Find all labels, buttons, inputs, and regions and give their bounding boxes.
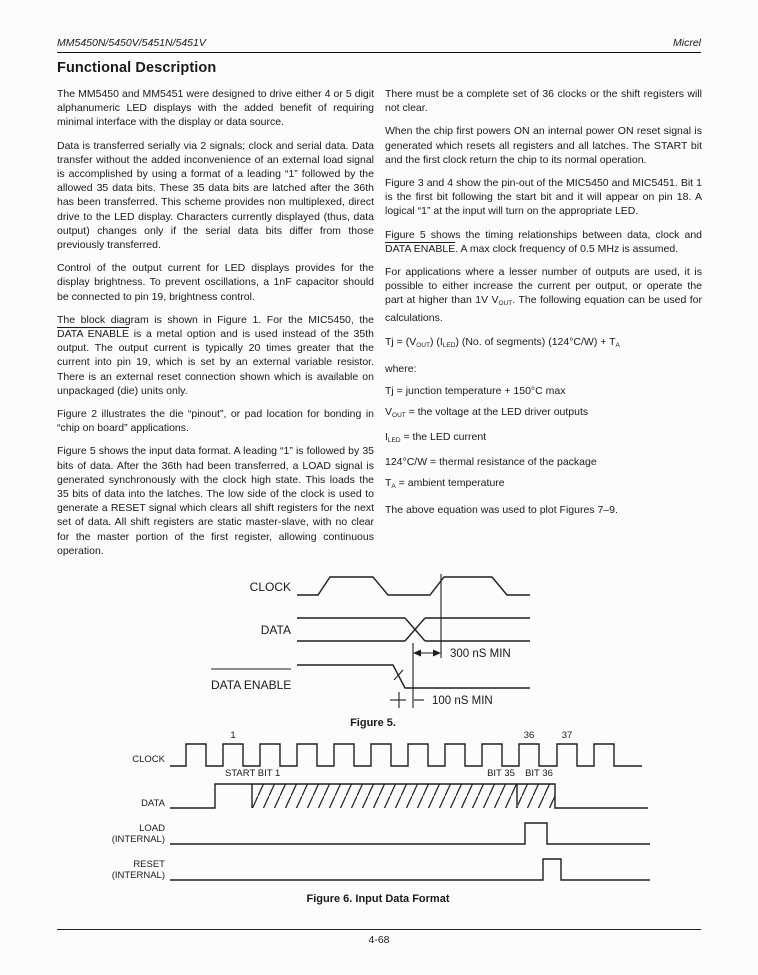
definition-row [385, 384, 702, 398]
text-segment: OUT [392, 411, 406, 419]
fig6-caption: Figure 6. Input Data Format [306, 893, 450, 905]
text-segment: DATA ENABLE [57, 328, 130, 341]
text-segment: There must be a complete set of 36 clocks or the shift registers will not clear. [385, 88, 702, 115]
definition-row [385, 476, 702, 494]
fig5-setup-time-annotation: 300 nS MIN [450, 648, 511, 660]
fig6-clock-number-1: 1 [230, 730, 236, 741]
text-segment: = the LED current [400, 431, 487, 444]
fig6-load-label [112, 823, 165, 845]
text-segment: A [615, 341, 620, 349]
fig6-data-label: DATA [141, 798, 165, 809]
text-segment: OUT [498, 300, 513, 308]
text-segment: Tj = junction temperature + 150°C max [385, 384, 566, 397]
fig5-setup-arrow [413, 650, 441, 657]
text-segment: ) (I [429, 335, 443, 348]
fig6-bit35-label: BIT 35 [487, 768, 515, 779]
fig6-clock-waveform [170, 744, 642, 766]
definition-row [385, 405, 702, 423]
svg-text:RESET: RESET [133, 859, 165, 870]
fig6-clock-number-37: 37 [561, 730, 573, 741]
fig6-data-waveform [170, 784, 648, 808]
text-segment: LED [442, 341, 456, 349]
page-header [57, 37, 701, 53]
text-segment: Tj = (V [385, 335, 417, 348]
fig5-caption: Figure 5. [350, 717, 396, 729]
paragraph [385, 124, 702, 167]
paragraph [57, 407, 374, 435]
paragraph [57, 261, 374, 304]
fig6-clock-number-36: 36 [523, 730, 535, 741]
text-segment: The block diagram is shown in Figure 1. For the MIC5450, the [57, 313, 374, 326]
header-part-numbers: MM5450N/5450V/5451N/5451V [57, 37, 206, 49]
paragraph [385, 87, 702, 115]
fig5-hold-time-annotation: 100 nS MIN [432, 695, 493, 707]
text-segment: When the chip first powers ON an internal power ON reset signal is generated which resets all registers and all latches. The START bit and the first clock return the chip to its normal operation. [385, 125, 702, 166]
text-segment: ) (No. of segments) (124°C/W) + T [455, 335, 616, 348]
text-segment: . The following equation can be used for calculations. [385, 294, 702, 325]
footer-rule [57, 929, 701, 930]
text-segment: A [391, 483, 396, 491]
paragraph [57, 313, 374, 398]
definition-row [385, 430, 702, 448]
fig6-clock-label: CLOCK [132, 754, 165, 765]
svg-text:(INTERNAL): (INTERNAL) [111, 834, 165, 845]
page-number: 4-68 [368, 934, 390, 946]
text-segment: For applications where a lesser number of outputs are used, it is possible to either increase the current per output, or operate the part at higher than 1V V [385, 266, 702, 307]
svg-text:LOAD: LOAD [139, 823, 165, 834]
text-segment: Figure 3 and 4 show the pin-out of the MIC5450 and MIC5451. Bit 1 is the first bit following the start bit and it will appear on pin 18. A logical “1” at the input will turn on the appropriate LED. [385, 177, 702, 218]
text-segment: LED [387, 436, 401, 444]
fig5-clock-label: CLOCK [249, 580, 291, 594]
text-segment: DATA ENABLE [385, 242, 456, 255]
text-segment: Data is transferred serially via 2 signals; clock and serial data. Data transfer without the added inconvenience of an external load signal is accomplished by using a format of a leading “1” followed by the allowed 35 data bits. These 35 data bits are latched after the 36th has been transferred. This scheme provides non multiplexed, direct drive to the LED display. Characters currently displayed (thus, data output) changes only if the serial data bits differ from those previously transferred. [57, 139, 374, 252]
text-segment: 124°C/W = thermal resistance of the package [385, 456, 597, 469]
text-segment: V [385, 406, 393, 419]
fig6-reset-waveform [170, 859, 650, 880]
svg-text:(INTERNAL): (INTERNAL) [111, 870, 165, 881]
svg-text:DATA ENABLE: DATA ENABLE [211, 678, 292, 692]
text-segment: The MM5450 and MM5451 were designed to drive either 4 or 5 digit alphanumeric LED displays with the added benefit of requiring minimal interface with the display or data source. [57, 88, 374, 129]
paragraph [57, 444, 374, 558]
paragraph [57, 139, 374, 253]
text-segment: = ambient temperature [395, 477, 505, 490]
figure6-input-data-format [60, 724, 710, 908]
paragraph [385, 228, 702, 256]
fig5-data-label: DATA [260, 623, 291, 637]
closing-note: The above equation was used to plot Figures 7–9. [385, 504, 618, 517]
text-segment: Figure 2 illustrates the die “pinout”, or pad location for bonding in “chip on board” applications. [57, 408, 374, 435]
text-segment: Figure 5 shows the input data format. A leading “1” is followed by 35 bits of data. After the 36th had been transferred, a LOAD signal is generated synchronously with the clock high state. This loads the 35 bits of data into the latches. The low side of the clock is used to generate a RESET signal which clears all shift registers for the next set of data. All shift registers are static master-slave, with no clear for the master portion of the first register, allowing continuous operation. [57, 445, 374, 557]
left-column [57, 87, 374, 567]
fig5-hold-ticks [390, 692, 424, 708]
text-segment: Figure 5 shows the timing relationships between data, clock and [385, 228, 702, 241]
right-column [385, 87, 702, 527]
text-segment: I [385, 431, 388, 444]
fig5-edge-tick [394, 670, 403, 680]
paragraph [385, 176, 702, 219]
text-segment: . A max clock frequency of 0.5 MHz is assumed. [455, 242, 679, 255]
fig6-reset-label [112, 859, 165, 881]
text-segment: = the voltage at the LED driver outputs [405, 406, 589, 419]
paragraph [385, 265, 702, 326]
junction-temperature-equation [385, 335, 702, 353]
fig5-data-waveform [297, 618, 530, 641]
text-segment: is a metal option and is used instead of the 35th output. The output current is typically 20 times greater that the current into pin 19, which is set by an external variable resistor. There is an external reset connection shown which is available on unpackaged (die) units only. [57, 328, 374, 397]
figure5-timing-diagram [200, 566, 540, 734]
text-segment: Control of the output current for LED displays provides for the display brightness. To prevent oscillations, a 1nF capacitor should be connected to pin 19, brightness control. [57, 262, 374, 303]
fig5-clock-waveform [297, 577, 530, 595]
where-label: where: [385, 362, 417, 375]
fig6-load-waveform [170, 823, 650, 844]
fig6-start-bit-label: START BIT 1 [225, 768, 281, 779]
section-title: Functional Description [57, 60, 217, 76]
fig5-data-enable-label [211, 669, 291, 692]
definition-row [385, 455, 702, 469]
text-segment: T [385, 477, 392, 490]
header-brand: Micrel [673, 37, 701, 49]
fig6-bit36-label: BIT 36 [525, 768, 553, 779]
paragraph [57, 87, 374, 130]
text-segment: OUT [416, 341, 430, 349]
